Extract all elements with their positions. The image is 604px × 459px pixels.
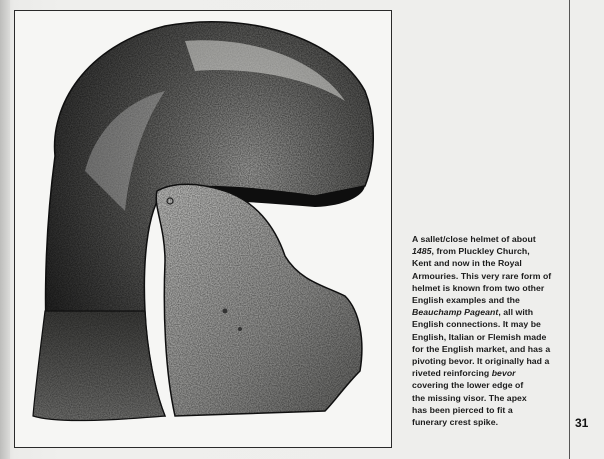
caption-line: [412, 233, 570, 245]
caption-line: [412, 257, 570, 269]
caption-line: [412, 343, 570, 355]
caption-text: the missing visor. The apex: [412, 392, 527, 403]
caption-line: [412, 306, 570, 318]
caption-text: Kent and now in the Royal: [412, 258, 522, 269]
caption-text: has been pierced to fit a: [412, 404, 513, 415]
caption-line: [412, 282, 570, 294]
caption-text: English examples and the: [412, 295, 520, 306]
caption-text: English connections. It may be: [412, 319, 541, 330]
caption-line: [412, 404, 570, 416]
caption-text: pivoting bevor. It originally had a: [412, 356, 550, 367]
caption-line: [412, 355, 570, 367]
page-binding-shadow: [0, 0, 10, 459]
caption-line: [412, 379, 570, 391]
caption-line: [412, 245, 570, 257]
figure-caption: [412, 233, 570, 428]
caption-text: funerary crest spike.: [412, 417, 499, 428]
caption-emphasis: Beauchamp Pageant: [412, 307, 499, 318]
caption-line: [412, 270, 570, 282]
caption-text: covering the lower edge of: [412, 380, 524, 391]
caption-text: riveted reinforcing: [412, 368, 492, 379]
caption-line: [412, 331, 570, 343]
caption-line: [412, 416, 570, 428]
caption-text: Armouries. This very rare form of: [412, 270, 552, 281]
caption-line: [412, 318, 570, 330]
caption-text: for the English market, and has a: [412, 343, 551, 354]
helmet-bevor: [156, 184, 362, 416]
caption-emphasis: bevor: [491, 368, 516, 379]
page-number: 31: [575, 416, 589, 430]
caption-line: [412, 294, 570, 306]
caption-line: [412, 392, 570, 404]
caption-text: , from Pluckley Church,: [431, 246, 530, 257]
helmet-illustration: [14, 10, 392, 448]
helmet-tail: [33, 311, 165, 421]
caption-emphasis: 1485: [412, 246, 432, 257]
caption-line: [412, 367, 570, 379]
caption-text: A sallet/close helmet of about: [412, 234, 536, 244]
caption-text: English, Italian or Flemish made: [412, 331, 547, 342]
caption-text: helmet is known from two other: [412, 282, 545, 293]
sallet-helmet-drawing: [15, 11, 391, 447]
caption-text: , all with: [498, 307, 534, 318]
